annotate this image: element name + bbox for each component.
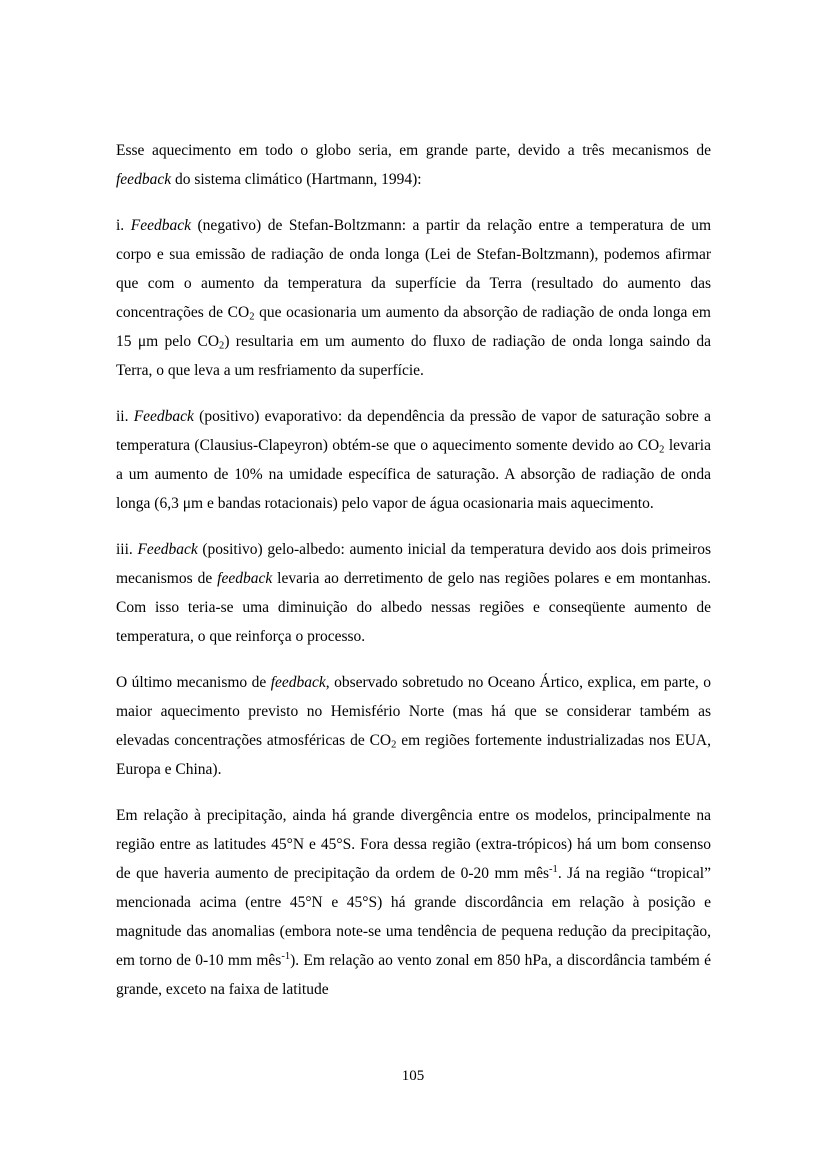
- text-segment: do sistema climático (Hartmann, 1994):: [171, 171, 422, 188]
- page-number: 105: [401, 1068, 425, 1084]
- text-segment: 2: [659, 444, 665, 456]
- paragraph: [116, 211, 711, 385]
- text-segment: -1: [549, 864, 558, 876]
- paragraph: [116, 668, 711, 784]
- text-segment: (positivo) gelo-albedo: aumento inicial da temperatura devido aos dois primeiros mecanismos de: [116, 541, 711, 587]
- text-segment: -1: [281, 951, 291, 963]
- text-segment: . Já na região “tropical” mencionada acima (entre 45°N e 45°S) há grande discordância em relação à posição e magnitude das anomalias (embora note-se uma tendência de pequena redução da precipitação, em torno de 0-10 mm mês: [116, 865, 711, 969]
- text-segment: feedback: [217, 570, 273, 587]
- text-segment: 2: [219, 340, 225, 352]
- paragraph: [116, 136, 711, 194]
- text-segment: 2: [391, 739, 397, 751]
- document-content: [116, 136, 711, 1021]
- text-segment: Feedback: [130, 217, 191, 234]
- text-segment: ii.: [116, 408, 134, 425]
- text-segment: ). Em relação ao vento zonal em 850 hPa, a discordância também é grande, exceto na faixa de latitude: [116, 952, 711, 998]
- text-segment: Em relação à precipitação, ainda há grande divergência entre os modelos, principalmente na região entre as latitudes 45°N e 45°S. Fora dessa região (extra-trópicos) há um bom consenso de que haveria aumento de precipitação da ordem de 0-20 mm mês: [116, 807, 711, 882]
- paragraph: [116, 535, 711, 651]
- text-segment: feedback: [270, 674, 326, 691]
- text-segment: (positivo) evaporativo: da dependência da pressão de vapor de saturação sobre a temperatura (Clausius-Clapeyron) obtém-se que o aquecimento somente devido ao CO: [116, 408, 711, 454]
- text-segment: (negativo) de Stefan-Boltzmann: a partir da relação entre a temperatura de um corpo e sua emissão de radiação de onda longa (Lei de Stefan-Boltzmann), podemos afirmar que com o aumento da temperatura da superfície da Terra (resultado do aumento das concentrações de CO: [116, 217, 711, 321]
- text-segment: feedback: [116, 171, 172, 188]
- text-segment: Feedback: [133, 408, 194, 425]
- text-segment: iii.: [116, 541, 138, 558]
- text-segment: O último mecanismo de: [116, 674, 271, 691]
- text-segment: Feedback: [137, 541, 198, 558]
- text-segment: em regiões fortemente industrializadas nos EUA, Europa e China).: [116, 732, 711, 778]
- paragraph: [116, 801, 711, 1004]
- text-segment: ) resultaria em um aumento do fluxo de radiação de onda longa saindo da Terra, o que leva a um resfriamento da superfície.: [116, 333, 711, 379]
- text-segment: , observado sobretudo no Oceano Ártico, explica, em parte, o maior aquecimento previsto no Hemisfério Norte (mas há que se considerar também as elevadas concentrações atmosféricas de CO: [116, 674, 711, 749]
- text-segment: i.: [116, 217, 131, 234]
- text-segment: 2: [249, 311, 255, 323]
- text-segment: levaria ao derretimento de gelo nas regiões polares e em montanhas. Com isso teria-se uma diminuição do albedo nessas regiões e conseqüente aumento de temperatura, o que reinforça o processo.: [116, 570, 711, 645]
- text-segment: levaria a um aumento de 10% na umidade específica de saturação. A absorção de radiação de onda longa (6,3 μm e bandas rotacionais) pelo vapor de água ocasionaria mais aquecimento.: [116, 437, 711, 512]
- text-segment: que ocasionaria um aumento da absorção de radiação de onda longa em 15 μm pelo CO: [116, 304, 711, 350]
- text-segment: Esse aquecimento em todo o globo seria, em grande parte, devido a três mecanismos de: [116, 142, 711, 159]
- paragraph: [116, 402, 711, 518]
